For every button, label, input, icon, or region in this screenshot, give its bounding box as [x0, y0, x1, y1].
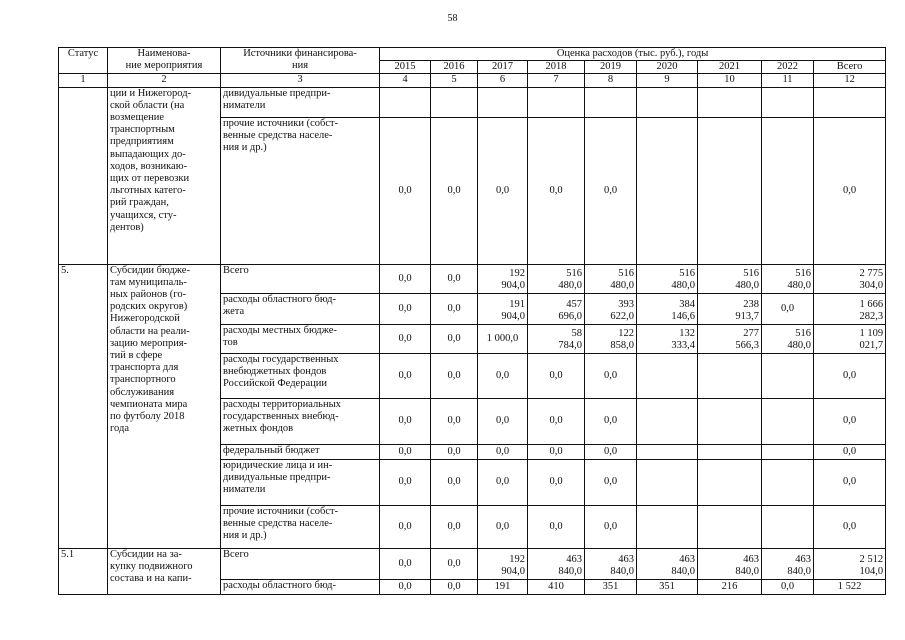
value-cell: 0,0	[528, 459, 585, 505]
text-line: венные средства населе-	[223, 517, 333, 529]
header-column-number: 10	[698, 74, 762, 87]
value-line: 132	[679, 328, 695, 340]
text-line: Всего	[223, 264, 249, 276]
value-cell: 351	[637, 579, 698, 594]
text-line: по футболу 2018	[110, 411, 185, 423]
value-cell: 0,0	[380, 505, 431, 548]
value-cell: 0,0	[478, 117, 528, 264]
value-cell	[637, 264, 698, 293]
value-cell	[528, 548, 585, 579]
header-name	[108, 48, 221, 74]
funding-source-cell	[221, 444, 380, 459]
value-line: 904,0	[501, 280, 525, 292]
text-line: ской области (на	[110, 99, 185, 111]
value-cell	[698, 87, 762, 117]
header-year: 2019	[585, 61, 637, 74]
value-line: 58	[571, 328, 582, 340]
value-line: 516	[795, 328, 811, 340]
value-cell	[814, 293, 886, 324]
value-line: 282,3	[859, 311, 884, 323]
value-line: 021,7	[859, 340, 884, 352]
text-line: рий граждан,	[110, 197, 169, 209]
value-cell	[637, 293, 698, 324]
text-line: расходы местных бюдже-	[223, 324, 337, 336]
text-line: обслуживания	[110, 386, 175, 398]
header-column-number: 9	[637, 74, 698, 87]
value-cell: 0,0	[478, 444, 528, 459]
text-line: ниматели	[223, 99, 266, 111]
text-line: дивидуальные предпри-	[223, 471, 331, 483]
header-year: 2015	[380, 61, 431, 74]
text-line: транспортного	[110, 374, 176, 386]
value-cell	[698, 459, 762, 505]
value-cell	[585, 293, 637, 324]
value-cell: 0,0	[478, 398, 528, 444]
value-cell: 0,0	[528, 398, 585, 444]
value-cell	[814, 264, 886, 293]
value-cell: 0,0	[431, 293, 478, 324]
value-cell	[585, 324, 637, 353]
value-cell: 0,0	[431, 117, 478, 264]
value-cell	[637, 459, 698, 505]
header-year: 2021	[698, 61, 762, 74]
value-line: 463	[795, 554, 811, 566]
header-estimate: Оценка расходов (тыс. руб.), годы	[380, 48, 886, 61]
value-line: 192	[509, 554, 525, 566]
text-line: ние мероприятия	[125, 60, 203, 72]
funding-source-cell	[221, 353, 380, 398]
value-line: 277	[743, 328, 759, 340]
text-line: выпадающих до-	[110, 148, 186, 160]
value-cell: 0,0	[528, 117, 585, 264]
value-cell: 0,0	[528, 505, 585, 548]
status-cell: 5.1	[59, 548, 108, 594]
value-cell	[528, 87, 585, 117]
header-column-number: 3	[221, 74, 380, 87]
value-cell: 0,0	[431, 548, 478, 579]
value-cell	[478, 293, 528, 324]
value-cell	[762, 459, 814, 505]
value-cell: 0,0	[380, 264, 431, 293]
value-cell: 0,0	[814, 353, 886, 398]
value-line: 480,0	[671, 280, 695, 292]
text-line: области на реали-	[110, 325, 190, 337]
header-year: Всего	[814, 61, 886, 74]
header-column-number: 1	[59, 74, 108, 87]
text-line: жетных фондов	[223, 423, 294, 435]
value-line: 516	[566, 268, 582, 280]
value-cell	[814, 548, 886, 579]
value-cell: 0,0	[762, 579, 814, 594]
value-cell	[637, 444, 698, 459]
value-cell: 0,0	[431, 353, 478, 398]
text-line: тий в сфере	[110, 350, 163, 362]
funding-source-cell	[221, 87, 380, 117]
value-cell	[585, 548, 637, 579]
text-line: дивидуальные предпри-	[223, 87, 331, 99]
value-line: 191	[509, 299, 525, 311]
header-year: 2020	[637, 61, 698, 74]
text-line: прочие источники (собст-	[223, 505, 339, 517]
value-cell: 0,0	[478, 505, 528, 548]
page-number: 58	[447, 13, 458, 24]
text-line: зацию мероприя-	[110, 337, 188, 349]
text-line: транспортным	[110, 124, 175, 136]
text-line: транспорта для	[110, 362, 179, 374]
value-cell: 0,0	[528, 353, 585, 398]
value-cell: 0,0	[431, 505, 478, 548]
text-line: расходы областного бюд-	[223, 579, 337, 591]
header-column-number: 5	[431, 74, 478, 87]
table-row	[59, 264, 886, 293]
value-line: 122	[618, 328, 634, 340]
header-source	[221, 48, 380, 74]
value-cell: 1 000,0	[478, 324, 528, 353]
header-row-top	[59, 48, 886, 61]
header-column-number: 8	[585, 74, 637, 87]
value-cell	[585, 264, 637, 293]
header-year: 2016	[431, 61, 478, 74]
value-cell: 410	[528, 579, 585, 594]
value-cell	[698, 353, 762, 398]
measure-name-cell	[108, 264, 221, 548]
value-line: 463	[566, 554, 582, 566]
value-line: 238	[743, 299, 759, 311]
value-line: 622,0	[610, 311, 634, 323]
value-cell	[698, 444, 762, 459]
funding-source-cell	[221, 398, 380, 444]
text-line: дентов)	[110, 221, 144, 233]
value-cell	[762, 444, 814, 459]
funding-source-cell	[221, 505, 380, 548]
text-line: возмещение	[110, 112, 165, 124]
value-line: 463	[618, 554, 634, 566]
text-line: там муниципаль-	[110, 276, 187, 288]
value-cell: 0,0	[380, 459, 431, 505]
value-cell	[585, 87, 637, 117]
text-line: родских округов)	[110, 301, 188, 313]
value-cell	[762, 87, 814, 117]
value-cell: 0,0	[814, 117, 886, 264]
value-cell: 0,0	[431, 324, 478, 353]
text-line: прочие источники (собст-	[223, 117, 339, 129]
value-cell	[698, 548, 762, 579]
value-cell: 0,0	[585, 444, 637, 459]
value-line: 913,7	[735, 311, 759, 323]
value-line: 2 775	[859, 268, 884, 280]
value-cell	[698, 117, 762, 264]
text-line: Всего	[223, 548, 249, 560]
value-cell: 0,0	[431, 459, 478, 505]
value-line: 457	[566, 299, 582, 311]
header-column-number: 12	[814, 74, 886, 87]
value-cell	[762, 264, 814, 293]
funding-source-cell	[221, 459, 380, 505]
text-line: ных районов (го-	[110, 289, 187, 301]
funding-source-cell	[221, 324, 380, 353]
table-row	[59, 87, 886, 117]
value-cell	[698, 505, 762, 548]
value-line: 333,4	[671, 340, 695, 352]
value-cell	[380, 87, 431, 117]
text-line: состава и на капи-	[110, 573, 192, 585]
value-cell	[431, 87, 478, 117]
value-line: 516	[795, 268, 811, 280]
value-cell: 0,0	[814, 505, 886, 548]
text-line: ниматели	[223, 484, 266, 496]
value-cell: 0,0	[431, 264, 478, 293]
value-line: 2 512	[859, 554, 884, 566]
text-line: тов	[223, 336, 238, 348]
text-line: Наименова-	[137, 48, 191, 59]
value-cell: 0,0	[380, 548, 431, 579]
header-column-number: 7	[528, 74, 585, 87]
value-cell	[762, 117, 814, 264]
header-column-number: 6	[478, 74, 528, 87]
value-cell: 1 522	[814, 579, 886, 594]
value-line: 480,0	[787, 280, 811, 292]
text-line: Субсидии бюдже-	[110, 264, 190, 276]
value-cell: 0,0	[814, 444, 886, 459]
value-line: 840,0	[610, 566, 634, 578]
value-cell: 0,0	[380, 444, 431, 459]
value-cell: 0,0	[431, 444, 478, 459]
value-cell	[762, 398, 814, 444]
value-cell: 216	[698, 579, 762, 594]
text-line: жета	[223, 305, 245, 317]
value-cell	[698, 324, 762, 353]
value-line: 463	[743, 554, 759, 566]
text-line: ходов, возникаю-	[110, 160, 188, 172]
value-cell: 0,0	[814, 459, 886, 505]
header-column-numbers-row	[59, 74, 886, 87]
funding-source-cell	[221, 117, 380, 264]
value-cell	[528, 264, 585, 293]
value-cell: 351	[585, 579, 637, 594]
value-line: 480,0	[558, 280, 582, 292]
value-line: 480,0	[735, 280, 759, 292]
text-line: Нижегородской	[110, 313, 180, 325]
text-line: юридические лица и ин-	[223, 459, 333, 471]
value-cell	[637, 87, 698, 117]
text-line: Субсидии на за-	[110, 548, 182, 560]
value-line: 904,0	[501, 566, 525, 578]
value-cell	[762, 505, 814, 548]
text-line: льготных катего-	[110, 185, 186, 197]
value-line: 696,0	[558, 311, 582, 323]
value-cell: 0,0	[528, 444, 585, 459]
value-cell: 0,0	[762, 293, 814, 324]
text-line: ния и др.)	[223, 142, 267, 154]
value-line: 566,3	[735, 340, 759, 352]
value-cell	[478, 264, 528, 293]
value-cell: 191	[478, 579, 528, 594]
value-cell: 0,0	[478, 353, 528, 398]
value-cell: 0,0	[380, 579, 431, 594]
measure-name-cell	[108, 548, 221, 594]
value-cell	[698, 264, 762, 293]
status-cell: 5.	[59, 264, 108, 548]
value-cell	[762, 324, 814, 353]
text-line: государственных внебюд-	[223, 410, 339, 422]
value-cell	[528, 293, 585, 324]
value-cell	[814, 87, 886, 117]
text-line: ции и Нижегород-	[110, 87, 192, 99]
value-cell: 0,0	[431, 579, 478, 594]
value-cell	[814, 324, 886, 353]
value-line: 1 666	[859, 299, 884, 311]
text-line: предприятиям	[110, 136, 174, 148]
value-cell: 0,0	[814, 398, 886, 444]
value-line: 463	[679, 554, 695, 566]
text-line: расходы областного бюд-	[223, 293, 337, 305]
value-line: 840,0	[787, 566, 811, 578]
header-year: 2018	[528, 61, 585, 74]
value-cell	[637, 324, 698, 353]
value-cell: 0,0	[431, 398, 478, 444]
value-line: 840,0	[671, 566, 695, 578]
table-row	[59, 548, 886, 579]
funding-source-cell	[221, 264, 380, 293]
value-line: 480,0	[610, 280, 634, 292]
value-cell	[698, 293, 762, 324]
value-cell	[478, 548, 528, 579]
header-year: 2022	[762, 61, 814, 74]
text-line: Источники финансирова-	[243, 48, 357, 59]
value-cell: 0,0	[585, 505, 637, 548]
text-line: венные средства населе-	[223, 129, 333, 141]
value-line: 384	[679, 299, 695, 311]
funding-source-cell	[221, 293, 380, 324]
header-status: Статус	[59, 48, 108, 74]
measure-name-cell	[108, 87, 221, 264]
text-line: ния	[291, 60, 309, 72]
value-line: 840,0	[558, 566, 582, 578]
value-cell: 0,0	[478, 459, 528, 505]
value-line: 784,0	[558, 340, 582, 352]
value-line: 192	[509, 268, 525, 280]
value-cell	[637, 117, 698, 264]
value-cell	[637, 353, 698, 398]
text-line: купку подвижного	[110, 560, 193, 572]
text-line: внебюджетных фондов	[223, 365, 327, 377]
value-cell	[478, 87, 528, 117]
value-cell: 0,0	[380, 398, 431, 444]
header-column-number: 2	[108, 74, 221, 87]
value-cell: 0,0	[380, 324, 431, 353]
value-line: 516	[679, 268, 695, 280]
value-line: 516	[743, 268, 759, 280]
value-cell	[762, 353, 814, 398]
value-line: 480,0	[787, 340, 811, 352]
value-cell: 0,0	[585, 353, 637, 398]
value-line: 904,0	[501, 311, 525, 323]
header-column-number: 11	[762, 74, 814, 87]
value-line: 1 109	[859, 328, 884, 340]
text-line: чемпионата мира	[110, 398, 188, 410]
value-line: 304,0	[859, 280, 884, 292]
value-cell: 0,0	[380, 293, 431, 324]
text-line: расходы государственных	[223, 353, 339, 365]
value-cell	[528, 324, 585, 353]
text-line: щих от перевозки	[110, 173, 190, 185]
text-line: расходы территориальных	[223, 398, 341, 410]
header-year: 2017	[478, 61, 528, 74]
value-line: 146,6	[671, 311, 695, 323]
value-cell	[637, 398, 698, 444]
value-line: 858,0	[610, 340, 634, 352]
value-cell	[762, 548, 814, 579]
value-line: 516	[618, 268, 634, 280]
text-line: учащихся, сту-	[110, 209, 177, 221]
value-cell: 0,0	[380, 117, 431, 264]
value-line: 104,0	[859, 566, 884, 578]
value-cell: 0,0	[585, 117, 637, 264]
text-line: года	[110, 423, 129, 435]
budget-table	[58, 47, 886, 595]
funding-source-cell	[221, 579, 380, 594]
value-cell	[637, 548, 698, 579]
value-cell: 0,0	[585, 398, 637, 444]
value-line: 393	[618, 299, 634, 311]
text-line: ния и др.)	[223, 530, 267, 542]
value-cell: 0,0	[380, 353, 431, 398]
value-cell	[637, 505, 698, 548]
value-cell: 0,0	[585, 459, 637, 505]
value-line: 840,0	[735, 566, 759, 578]
funding-source-cell	[221, 548, 380, 579]
text-line: федеральный бюджет	[223, 444, 320, 456]
status-cell	[59, 87, 108, 264]
value-cell	[698, 398, 762, 444]
header-column-number: 4	[380, 74, 431, 87]
text-line: Российской Федерации	[223, 378, 327, 390]
